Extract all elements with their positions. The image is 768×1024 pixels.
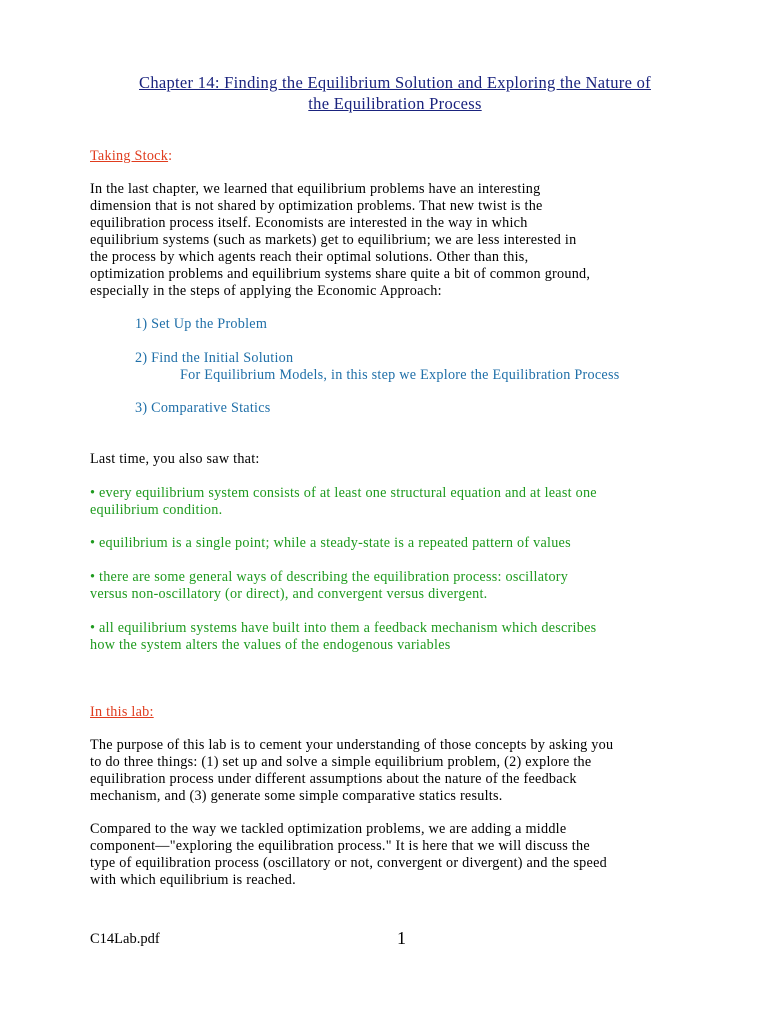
- bullet-2: [90, 535, 720, 552]
- paragraph-line: the process by which agents reach their optimal solutions. Other than this,: [90, 249, 529, 265]
- footer-filename: C14Lab.pdf: [90, 931, 160, 947]
- paragraph-line: especially in the steps of applying the Economic Approach:: [90, 283, 442, 299]
- last-time-intro: Last time, you also saw that:: [90, 451, 260, 467]
- bullet-line: • all equilibrium systems have built into them a feedback mechanism which describes: [90, 620, 597, 636]
- paragraph-line: with which equilibrium is reached.: [90, 872, 296, 888]
- taking-stock-heading-row: [90, 148, 720, 165]
- paragraph-line: equilibrium systems (such as markets) get to equilibrium; we are less interested in: [90, 232, 577, 248]
- paragraph-line: mechanism, and (3) generate some simple comparative statics results.: [90, 788, 503, 804]
- bullet-line: equilibrium condition.: [90, 502, 223, 518]
- taking-stock-paragraph: [90, 181, 720, 300]
- bullet-line: • there are some general ways of describing the equilibration process: oscillatory: [90, 569, 569, 585]
- paragraph-line: component—"exploring the equilibration process." It is here that we will discuss the: [90, 838, 590, 854]
- paragraph-line: optimization problems and equilibrium systems share quite a bit of common ground,: [90, 266, 591, 282]
- bullet-line: • equilibrium is a single point; while a steady-state is a repeated pattern of values: [90, 535, 571, 551]
- taking-stock-colon: :: [168, 148, 173, 164]
- in-this-lab-heading: In this lab:: [90, 704, 154, 720]
- in-this-lab-heading-row: [90, 704, 720, 721]
- title-line-1: Chapter 14: Finding the Equilibrium Solution and Exploring the Nature of: [139, 73, 651, 92]
- bullet-4: [90, 620, 720, 654]
- paragraph-line: to do three things: (1) set up and solve a simple equilibrium problem, (2) explore the: [90, 754, 592, 770]
- page-title: [60, 72, 730, 114]
- in-this-lab-paragraph-2: [90, 821, 720, 889]
- paragraph-line: The purpose of this lab is to cement your understanding of those concepts by asking you: [90, 737, 614, 753]
- paragraph-line: equilibration process itself. Economists are interested in the way in which: [90, 215, 528, 231]
- paragraph-line: type of equilibration process (oscillatory or not, convergent or divergent) and the speed: [90, 855, 607, 871]
- bullet-3: [90, 569, 720, 603]
- bullet-line: • every equilibrium system consists of at least one structural equation and at least one: [90, 485, 597, 501]
- paragraph-line: equilibration process under different assumptions about the nature of the feedback: [90, 771, 577, 787]
- in-this-lab-paragraph-1: [90, 737, 720, 805]
- paragraph-line: dimension that is not shared by optimization problems. That new twist is the: [90, 198, 543, 214]
- step-2-sub: For Equilibrium Models, in this step we Explore the Equilibration Process: [180, 367, 620, 383]
- bullet-1: [90, 485, 720, 519]
- bullet-line: versus non-oscillatory (or direct), and convergent versus divergent.: [90, 586, 488, 602]
- step-2: 2) Find the Initial Solution: [135, 350, 294, 366]
- paragraph-line: In the last chapter, we learned that equilibrium problems have an interesting: [90, 181, 541, 197]
- title-line-2: the Equilibration Process: [308, 94, 482, 113]
- step-3: 3) Comparative Statics: [135, 400, 271, 416]
- taking-stock-heading: Taking Stock: [90, 148, 169, 164]
- paragraph-line: Compared to the way we tackled optimization problems, we are adding a middle: [90, 821, 567, 837]
- step-1: 1) Set Up the Problem: [135, 316, 268, 332]
- page-number: 1: [397, 928, 406, 948]
- bullet-line: how the system alters the values of the endogenous variables: [90, 637, 451, 653]
